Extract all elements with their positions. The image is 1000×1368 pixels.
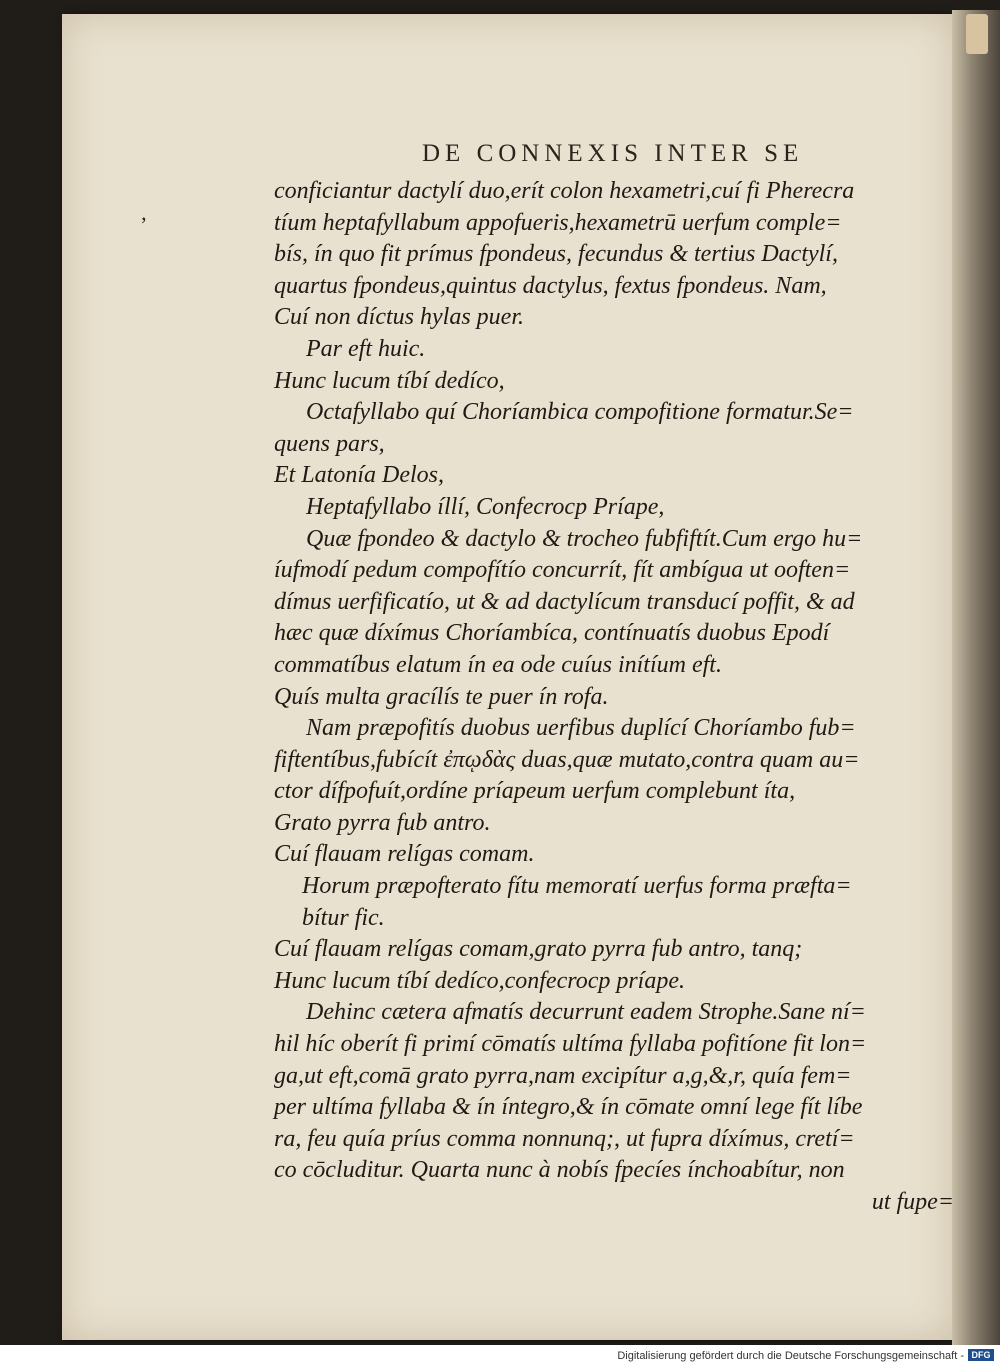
text-line: Nam præpofitís duobus uerfibus duplící Choríambo fub= (306, 715, 856, 742)
text-line: bís, ín quo fit prímus fpondeus, fecundus & tertius Dactylí, (274, 241, 838, 268)
text-line: Hunc lucum tíbí dedíco, (274, 367, 505, 394)
text-line: Quís multa gracílís te puer ín rofa. (274, 683, 609, 710)
text-line: hil híc oberít fi primí cōmatís ultíma fyllaba pofitíone fit lon= (274, 1031, 867, 1058)
footer-credit: Digitalisierung gefördert durch die Deutsche Forschungsgemeinschaft - (617, 1350, 964, 1362)
text-line: commatíbus elatum ín ea ode cuíus inítíum eft. (274, 651, 722, 678)
text-line: Et Latonía Delos, (274, 462, 445, 489)
text-line: Octafyllabo quí Choríambica compofitione formatur.Se= (306, 399, 854, 426)
text-line: íufmodí pedum compofítío concurrít, fít ambígua ut ooften= (274, 557, 851, 584)
text-line: Hunc lucum tíbí dedíco,confecrocp príape. (274, 967, 685, 994)
page-tab-mark (966, 14, 988, 54)
text-line: tíum heptafyllabum appofueris,hexametrū uerfum comple= (274, 209, 842, 236)
text-line: Dehinc cætera afmatís decurrunt eadem Strophe.Sane ní= (306, 999, 866, 1026)
text-line: quartus fpondeus,quintus dactylus, fextus fpondeus. Nam, (274, 272, 827, 299)
text-line: Cuí flauam relígas comam,grato pyrra fub antro, tanq; (274, 936, 803, 963)
text-line: conficiantur dactylí duo,erít colon hexametri,cuí fi Pherecra (274, 178, 855, 204)
text-line: per ultíma fyllaba & ín íntegro,& ín cōmate omní lege fít líbe (274, 1094, 863, 1121)
text-line: ctor dífpofuít,ordíne príapeum uerfum complebunt íta, (274, 778, 796, 805)
text-line: Heptafyllabo íllí, Confecrocp Príape, (306, 493, 665, 520)
running-head: DE CONNEXIS INTER SE (422, 140, 804, 167)
text-line: ra, feu quía príus comma nonnunq;, ut fupra díxímus, cretí= (274, 1125, 855, 1152)
text-line: bítur fic. (302, 904, 385, 931)
text-line: Grato pyrra fub antro. (274, 809, 491, 836)
text-line: Cuí non díctus hylas puer. (274, 304, 524, 331)
text-line: Cuí flauam relígas comam. (274, 841, 535, 868)
dfg-logo: DFG (968, 1349, 994, 1361)
text-line: ga,ut eft,comā grato pyrra,nam excipítur a,g,&,r, quía fem= (274, 1062, 852, 1089)
text-line: co cōcluditur. Quarta nunc à nobís fpecíes ínchoabítur, non (274, 1157, 845, 1184)
body-text (274, 176, 954, 1219)
catchword: ut fupe= (871, 1189, 954, 1215)
margin-mark: ’ (140, 212, 148, 237)
text-line: Par eft huic. (306, 335, 426, 362)
text-line: Horum præpofterato fítu memoratí uerfus forma præfta= (302, 873, 852, 900)
text-line: Quæ fpondeo & dactylo & trocheo fubfiftít.Cum ergo hu= (306, 525, 863, 552)
text-line: hæc quæ díxímus Choríambíca, contínuatís duobus Epodí (274, 620, 830, 647)
text-line: quens pars, (274, 430, 385, 457)
page-edge (952, 10, 1000, 1345)
text-line: dímus uerfificatío, ut & ad dactylícum transducí poffit, & ad (274, 588, 855, 615)
text-line: fiftentíbus,fubícít ἐπῳδὰς duas,quæ mutato,contra quam au= (274, 746, 860, 773)
